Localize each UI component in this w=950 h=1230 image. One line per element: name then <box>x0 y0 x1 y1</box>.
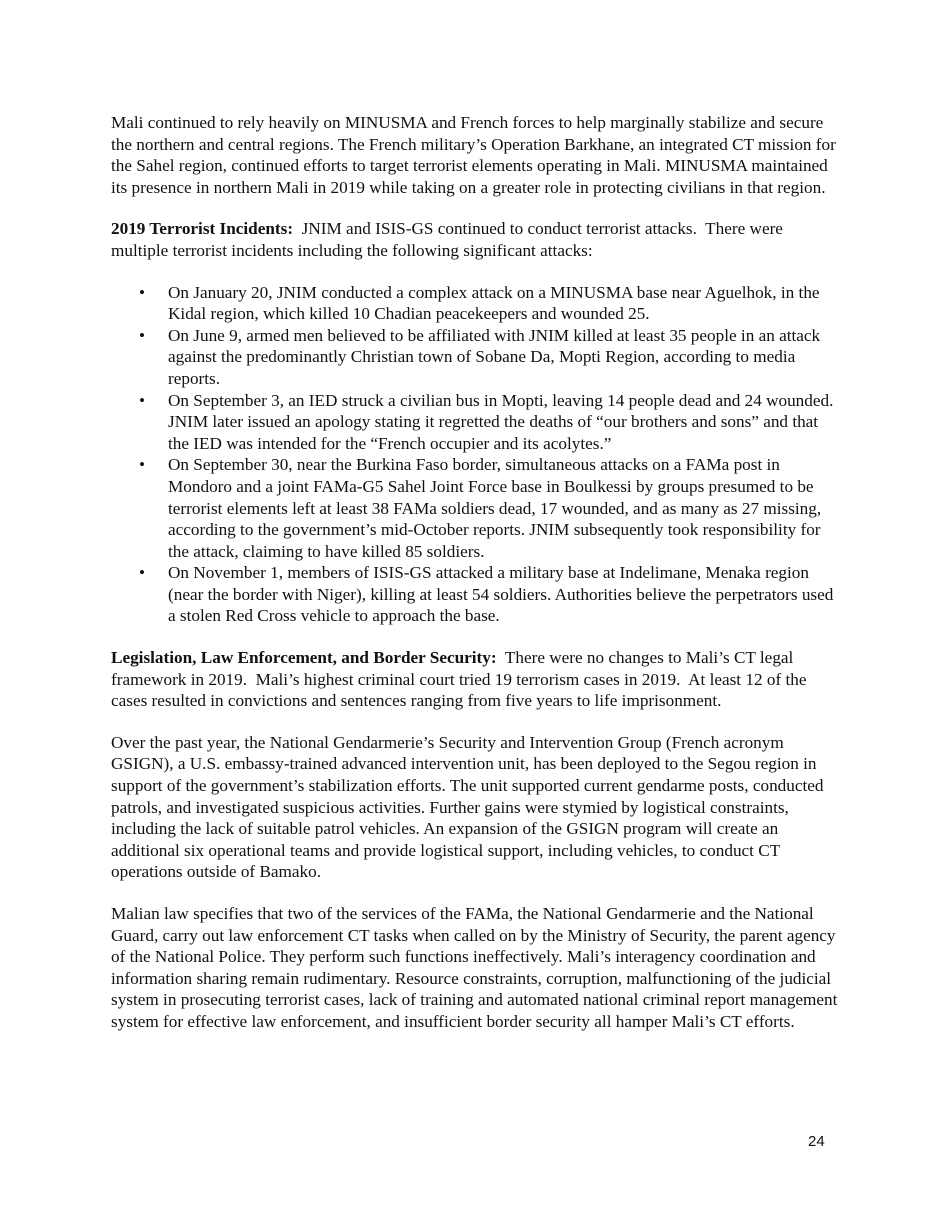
legislation-paragraph <box>111 647 843 712</box>
page-number: 24 <box>808 1133 825 1150</box>
incident-text: On January 20, JNIM conducted a complex attack on a MINUSMA base near Aguelhok, in the Kidal region, which killed 10 Chadian peacekeepers and wounded 25. <box>168 282 820 324</box>
bullet-icon: • <box>139 563 146 583</box>
incidents-intro-text: JNIM and ISIS-GS continued to conduct terrorist attacks. There were multiple terrorist incidents including the following significant attacks: <box>111 219 788 260</box>
intro-paragraph: Mali continued to rely heavily on MINUSMA and French forces to help marginally stabilize and secure the northern and central regions. The French military’s Operation Barkhane, an integrated CT mission for the Sahel region, continued efforts to target terrorist elements operating in Mali. MINUSMA maintained its presence in northern Mali in 2019 while taking on a greater role in protecting civilians in that region. <box>111 113 836 197</box>
bullet-icon: • <box>139 390 146 410</box>
gsign-paragraph: Over the past year, the National Gendarmerie’s Security and Intervention Group (French acronym GSIGN), a U.S. embassy-trained advanced intervention unit, has been deployed to the Segou region in support of the government’s stabilization efforts. The unit supported current gendarme posts, conducted patrols, and investigated suspicious activities. Further gains were stymied by logistical constraints, including the lack of suitable patrol vehicles. An expansion of the GSIGN program will create an additional six operational teams and provide logistical support, including vehicles, to conduct CT operations outside of Bamako. <box>111 732 824 882</box>
legislation-heading: Legislation, Law Enforcement, and Border Security: <box>111 648 497 668</box>
malian-law-paragraph: Malian law specifies that two of the services of the FAMa, the National Gendarmerie and the National Guard, carry out law enforcement CT tasks when called on by the Ministry of Security, the parent agency of the National Police. They perform such functions ineffectively. Mali’s interagency coordination and information sharing remain rudimentary. Resource constraints, corruption, malfunctioning of the judicial system in prosecuting terrorist cases, lack of training and automated national criminal report management system for effective law enforcement, and insufficient border security all hamper Mali’s CT efforts. <box>111 904 838 1031</box>
incident-text: On November 1, members of ISIS-GS attacked a military base at Indelimane, Menaka region (near the border with Niger), killing at least 54 soldiers. Authorities believe the perpetrators used a stolen Red Cross vehicle to approach the base. <box>168 563 834 626</box>
incidents-list <box>111 282 843 628</box>
bullet-icon: • <box>139 325 146 345</box>
legislation-text: There were no changes to Mali’s CT legal framework in 2019. Mali’s highest criminal court tried 19 terrorism cases in 2019. At least 12 of the cases resulted in convictions and sentences ranging from five years to life imprisonment. <box>111 648 811 711</box>
bullet-icon: • <box>139 455 146 475</box>
list-item <box>111 390 843 455</box>
list-item <box>111 562 843 627</box>
bullet-icon: • <box>139 282 146 302</box>
document-page <box>111 112 843 1053</box>
list-item <box>111 325 843 390</box>
incident-text: On September 30, near the Burkina Faso border, simultaneous attacks on a FAMa post in Mondoro and a joint FAMa-G5 Sahel Joint Force base in Boulkessi by groups presumed to be terrorist elements left at least 38 FAMa soldiers dead, 17 wounded, and as many as 27 missing, according to the government’s mid-October reports. JNIM subsequently took responsibility for the attack, claiming to have killed 85 soldiers. <box>168 455 822 561</box>
incident-text: On September 3, an IED struck a civilian bus in Mopti, leaving 14 people dead and 24 wounded. JNIM later issued an apology stating it regretted the deaths of “our brothers and sons” and that the IED was intended for the “French occupier and its acolytes.” <box>168 390 834 453</box>
list-item <box>111 282 843 325</box>
list-item <box>111 454 843 562</box>
incidents-paragraph <box>111 218 843 261</box>
incident-text: On June 9, armed men believed to be affiliated with JNIM killed at least 35 people in an attack against the predominantly Christian town of Sobane Da, Mopti Region, according to media reports. <box>168 325 821 388</box>
incidents-heading: 2019 Terrorist Incidents: <box>111 219 294 239</box>
